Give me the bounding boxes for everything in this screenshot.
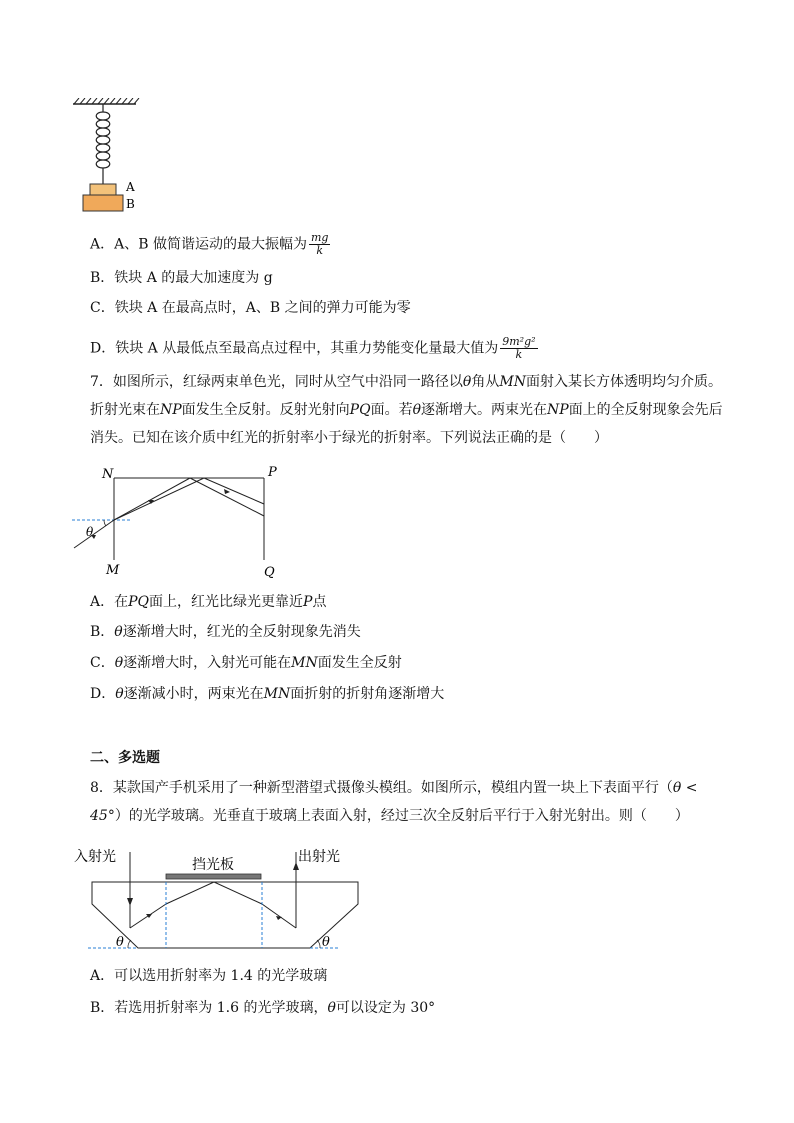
glass-outline — [92, 882, 358, 948]
reflected-ray-1 — [190, 478, 264, 516]
q7-option-b: B．θ逐渐增大时，红光的全反射现象先消失 — [90, 624, 361, 640]
theta-arc — [104, 520, 106, 526]
label-n: N — [102, 467, 114, 482]
arrow-seg-1 — [146, 914, 152, 918]
q8-stem: 8．某款国产手机采用了一种新型潜望式摄像头模组。如图所示，模组内置一块上下表面平行（θ < 45°）的光学玻璃。光垂直于玻璃上表面入射，经过三次全反射后平行于入射光射出。则（ ） — [90, 780, 698, 824]
label-theta-right: θ — [322, 935, 330, 950]
spring-blocks-figure — [70, 98, 150, 216]
ray-segment-2 — [166, 882, 214, 904]
ray-segment-3 — [214, 882, 262, 904]
q7-option-a: A．在PQ面上，红光比绿光更靠近P点 — [90, 594, 327, 610]
q6-option-a: A．A、B 做简谐运动的最大振幅为 $\frac{mg}{k}$ — [90, 231, 329, 257]
section-title-multiple-choice: 二、多选题 — [90, 750, 160, 766]
label-incident: 入射光 — [74, 849, 116, 865]
label-theta-left: θ — [116, 935, 124, 950]
q6-option-d: D．铁块 A 从最低点至最高点过程中，其重力势能变化量最大值为 $\frac{\text{9m²g²}}{k}$ — [90, 335, 536, 361]
fraction-mg-over-k: $\frac{mg}{k}$ — [310, 231, 329, 257]
q7-option-d: D．θ逐渐减小时，两束光在MN面折射的折射角逐渐增大 — [90, 686, 445, 702]
ceiling-hatch — [74, 98, 139, 104]
label-outgoing: 出射光 — [298, 849, 340, 865]
q7-option-c: C．θ逐渐增大时，入射光可能在MN面发生全反射 — [90, 655, 402, 671]
fraction-energy: $\frac{\text{9m²g²}}{k}$ — [502, 335, 536, 361]
label-p: P — [268, 465, 277, 480]
light-block-plate — [166, 874, 261, 879]
refraction-figure — [70, 462, 290, 580]
label-theta: θ — [86, 525, 94, 539]
label-m: M — [106, 563, 120, 578]
refracted-ray-1 — [114, 478, 190, 520]
periscope-figure — [70, 842, 370, 954]
q6-option-c: C．铁块 A 在最高点时，A、B 之间的弹力可能为零 — [90, 300, 411, 316]
ray-segment-4 — [262, 904, 296, 928]
q8-option-a: A．可以选用折射率为 1.4 的光学玻璃 — [90, 968, 328, 984]
block-a — [90, 184, 116, 195]
incident-arrow-head — [127, 898, 133, 906]
label-block: 挡光板 — [192, 857, 234, 873]
reflected-arrow — [224, 489, 230, 494]
q7-stem: 7．如图所示，红绿两束单色光，同时从空气中沿同一路径以θ角从MN面射入某长方体透明均匀介质。折射光束在NP面发生全反射。反射光射向PQ面。若θ逐渐增大。两束光在NP面上的全反射现象会先后消失。已知在该介质中红光的折射率小于绿光的折射率。下列说法正确的是（ ） — [90, 374, 723, 446]
block-b — [83, 195, 123, 211]
refracted-ray-2 — [114, 478, 204, 520]
label-a: A — [126, 180, 135, 194]
label-b: B — [126, 197, 135, 211]
incident-ray — [74, 520, 114, 548]
label-q: Q — [264, 565, 275, 580]
q8-option-b: B．若选用折射率为 1.6 的光学玻璃，θ可以设定为 30° — [90, 1000, 436, 1016]
q6-option-b: B．铁块 A 的最大加速度为 g — [90, 270, 273, 286]
spring — [96, 104, 110, 184]
